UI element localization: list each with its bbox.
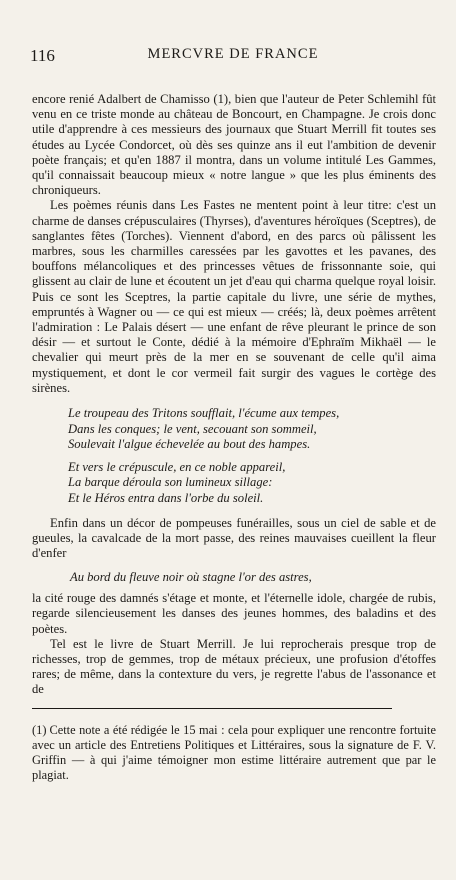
footnote [32,723,436,783]
verse-line: Soulevait l'algue échevelée au bout des hampes. [68,437,311,452]
verse-line: Le troupeau des Tritons soufflait, l'écume aux tempes, [68,406,340,421]
verse-line: Dans les conques; le vent, secouant son sommeil, [68,421,317,436]
single-verse-line: Au bord du fleuve noir où stagne l'or des astres, [70,569,312,584]
paragraph-1: encore renié Adalbert de Chamisso (1), bien que l'auteur de Peter Schlemihl fût venu en ce triste monde au château de Boncourt, en Champagne. Je crois donc utile d'apprendre à ces messieurs des journaux que Stuart Merrill fit toutes ses études au Lycée Condorcet, où dès ses quinze ans il eut l'ambition de devenir poète français; et qu'en 1887 il montra, dans un volume intitulé Les Gammes, qu'il connaissait beaucoup mieux « notre langue » que les plus éminents des chroniqueurs. [32,92,436,198]
page-number: 116 [30,46,55,65]
verse-quotation [68,406,436,506]
running-title: MERCVRE DE FRANCE [147,46,319,62]
verse-line: Et le Héros entra dans l'orbe du soleil. [68,490,264,505]
paragraph-5: Tel est le livre de Stuart Merrill. Je lui reprocherais presque trop de richesses, trop de gemmes, trop de métaux précieux, une profusion d'étoffes rares; de même, dans la contexture du vers, je regrette l'abus de l'assonance et de [32,636,436,697]
spacer [32,506,436,516]
paragraph-2: Les poèmes réunis dans Les Fastes ne mentent point à leur titre: c'est un charme de danses crépusculaires (Thyrses), d'aventures héroïques (Sceptres), de sanglantes fêtes (Torches). Viennent d'abord, en des parcs où pâlissent les marbres, sous les charmilles caressées par les gavottes et les pavanes, des bouffons mélancoliques et des princesses vêtues de frissonnante soie, qui glissent au clair de lune et écoutent un jet d'eau qui charma quelque royal loisir. Puis ce sont les Sceptres, la partie capitale du livre, une série de mythes, empruntés à Wagner ou — ce qui est mieux — créés; là, deux poèmes arrêtent l'admiration : Le Palais désert — une enfant de rêve pleurant le prince de son désir — et surtout le Conte, dédié à la mémoire d'Ephraïm Mikhaël — le chevalier qui meurt près de la mer en se souvenant de celle qu'il aima mystiquement, et dont le cor vermeil fait surgir des vagues le cortège des sirènes. [32,198,436,395]
paragraph-3: Enfin dans un décor de pompeuses funérailles, sous un ciel de sable et de gueules, la cavalcade de la mort passe, des reines mauvaises cueillent la fleur d'enfer [32,516,436,561]
verse-line: Et vers le crépuscule, en ce noble appareil, [68,459,286,474]
footnote-rule [32,708,392,709]
verse-line: La barque déroula son lumineux sillage: [68,475,273,490]
footnote-text: Cette note a été rédigée le 15 mai : cela pour expliquer une rencontre fortuite avec un article des Entretiens Politiques et Littéraires, sous la signature de F. V. Griffin — à qui j'aime témoigner mon estime littéraire autrement que par le plagiat. [32,722,436,782]
footnote-marker: (1) [32,722,47,737]
page-header [30,46,436,70]
paragraph-4: la cité rouge des damnés s'étage et monte, et l'éternelle idole, chargée de rubis, regarde silencieusement les danses des jeunes hommes, des baladins et des poètes. [32,591,436,636]
page-body [32,92,436,795]
stanza-gap [68,453,436,460]
